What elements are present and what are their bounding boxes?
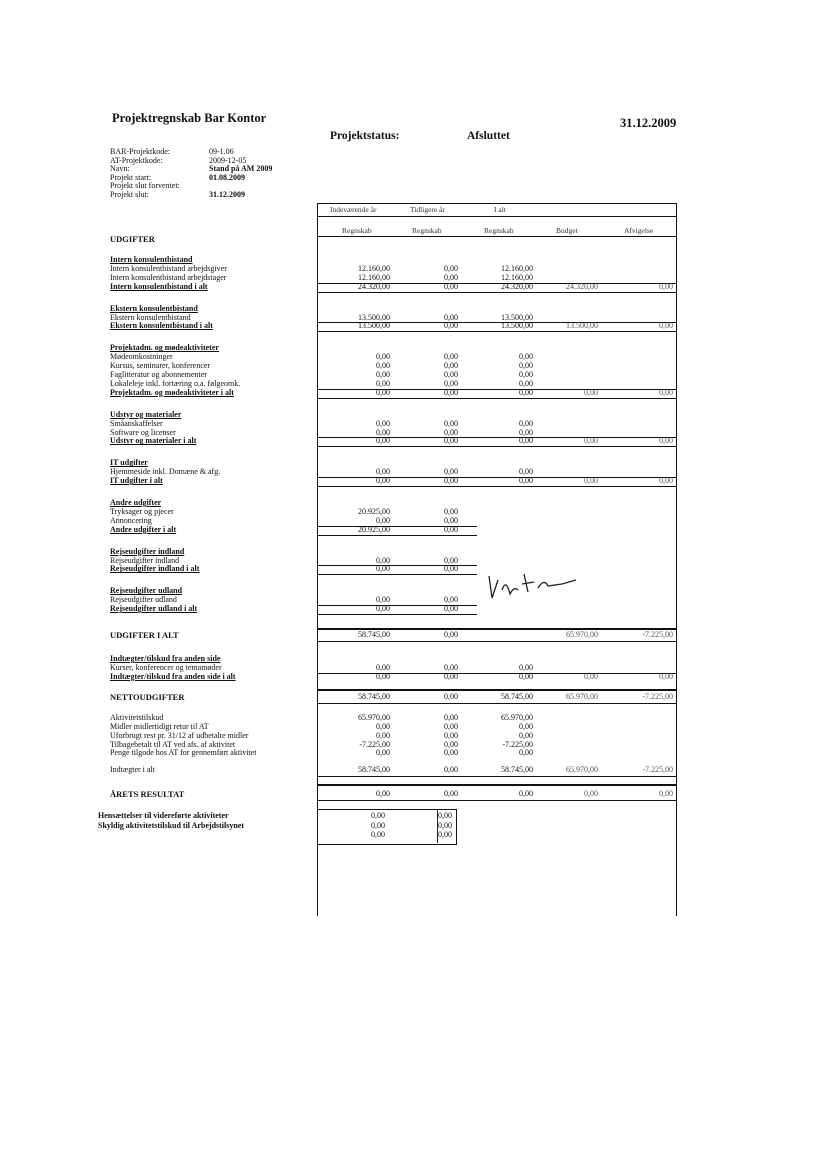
- table-row-value: 0,00: [376, 370, 390, 379]
- table-row-label: Faglitteratur og abonnementer: [110, 370, 207, 379]
- table-row-value: 12.160,00: [501, 272, 533, 282]
- table-row-value: 0,00: [376, 467, 390, 477]
- table-row-label: Software og licenser: [110, 427, 176, 437]
- table-row-value: 12.160,00: [358, 272, 390, 282]
- udgifter-total-value: 0,00: [444, 630, 458, 639]
- table-row-value: 0,00: [376, 427, 390, 437]
- section-total-value: 0,00: [376, 671, 390, 681]
- resultat-value: 0,00: [376, 789, 390, 799]
- table-row-value: 0,00: [376, 361, 390, 371]
- report-date: 31.12.2009: [620, 116, 677, 130]
- section-total-value: 0,00: [444, 671, 458, 681]
- aktivitet-row-value: -7.225,00: [359, 739, 390, 749]
- udgifter-total-label: UDGIFTER I ALT: [110, 630, 179, 640]
- resultat-rule: [317, 784, 676, 786]
- table-row-value: 0,00: [519, 361, 533, 371]
- section-total-label: Ekstern konsulentbistand i alt: [110, 321, 213, 331]
- status-label: Projektstatus:: [330, 130, 400, 142]
- header-rule: [317, 216, 676, 217]
- section-total-value: 0,00: [444, 476, 458, 486]
- bottom-row-value: 0,00: [438, 820, 452, 830]
- table-row-value: 12.160,00: [358, 263, 390, 273]
- total-rule-bottom: [317, 614, 477, 615]
- section-total-value: 0,00: [376, 436, 390, 446]
- section-heading: Projektadm. og mødeaktiviteter: [110, 343, 219, 353]
- signature-mark: [484, 568, 584, 608]
- status-value: Afsluttet: [467, 130, 510, 142]
- bottom-row-value: 0,00: [438, 830, 452, 840]
- table-row-value: 0,00: [444, 418, 458, 428]
- section-heading: Rejseudgifter indland: [110, 546, 185, 556]
- netto-value: -7.225,00: [642, 691, 673, 701]
- resultat-value: 0,00: [584, 789, 598, 799]
- table-row-label: Tryksager og pjecer: [110, 506, 174, 516]
- table-row-value: 0,00: [444, 662, 458, 672]
- netto-value: 0,00: [444, 691, 458, 701]
- total-rule-bottom: [317, 446, 676, 447]
- meta-value: 09-1.06: [209, 147, 234, 156]
- aktivitet-row-value: 65.970,00: [501, 712, 533, 722]
- section-total-value: 0,00: [519, 671, 533, 681]
- section-total-value: 0,00: [659, 671, 673, 681]
- col-bottom-2: Regnskab: [412, 226, 442, 235]
- udgifter-total-value: 58.745,00: [358, 630, 390, 639]
- section-heading: IT udgifter: [110, 458, 148, 468]
- bottom-row-value: 0,00: [371, 811, 385, 821]
- section-total-value: 0,00: [659, 436, 673, 446]
- table-row-label: Småanskaffelser: [110, 418, 163, 428]
- table-row-value: 0,00: [376, 662, 390, 672]
- udgifter-total-value: -7.225,00: [642, 630, 673, 639]
- col-top-3: I alt: [494, 205, 506, 214]
- section-total-value: 0,00: [519, 387, 533, 397]
- total-rule-bottom: [317, 398, 676, 399]
- indtaegter-total-value: 58.745,00: [358, 765, 390, 775]
- netto-value: 58.745,00: [501, 691, 533, 701]
- table-row-label: Intern konsulentbistand arbejdsgiver: [110, 263, 227, 273]
- table-row-value: 0,00: [444, 555, 458, 565]
- section-total-value: 0,00: [584, 436, 598, 446]
- udgifter-heading: UDGIFTER: [110, 234, 155, 244]
- section-total-label: Projektadm. og mødeaktiviteter i alt: [110, 387, 234, 397]
- aktivitet-row-value: 65.970,00: [358, 712, 390, 722]
- section-total-value: 0,00: [519, 476, 533, 486]
- indtaegter-total-label: Indtægter i alt: [110, 765, 155, 775]
- total-rule-bottom: [317, 574, 477, 575]
- section-total-label: Rejseudgifter indland i alt: [110, 564, 200, 574]
- table-row-value: 13.500,00: [358, 312, 390, 322]
- meta-value: 2009-12-05: [209, 155, 247, 165]
- section-total-value: 0,00: [659, 321, 673, 331]
- table-row-label: Annoncering: [110, 515, 152, 525]
- section-total-value: 0,00: [659, 387, 673, 397]
- table-row-value: 0,00: [376, 378, 390, 388]
- table-row-value: 0,00: [444, 506, 458, 516]
- table-row-label: Kurser, konferencer og temamøder: [110, 662, 222, 672]
- table-row-value: 0,00: [376, 352, 390, 362]
- table-row-value: 0,00: [519, 370, 533, 379]
- aktivitet-row-label: Aktivitetstilskud: [110, 712, 164, 722]
- meta-label: BAR-Projektkode:: [110, 147, 170, 156]
- resultat-rule-bottom: [317, 800, 676, 801]
- col-bottom-5: Afvigelse: [624, 226, 654, 235]
- section-total-value: 0,00: [444, 436, 458, 446]
- meta-value: 01.08.2009: [209, 172, 245, 182]
- aktivitet-row-value: 0,00: [376, 730, 390, 740]
- table-row-value: 0,00: [444, 263, 458, 273]
- table-row-value: 0,00: [519, 378, 533, 388]
- resultat-value: 0,00: [659, 789, 673, 799]
- section-total-value: 0,00: [444, 281, 458, 291]
- indtaegter-total-value: 65.970,00: [566, 765, 598, 775]
- section-heading: Indtægter/tilskud fra anden side: [110, 654, 221, 663]
- table-row-value: 0,00: [376, 595, 390, 605]
- aktivitet-row-value: 0,00: [519, 721, 533, 731]
- table-row-value: 0,00: [519, 352, 533, 362]
- aktivitet-row-value: 0,00: [444, 739, 458, 749]
- aktivitet-row-value: 0,00: [376, 748, 390, 758]
- table-row-label: Lokaleleje inkl. fortæring o.a. følgeomk.: [110, 378, 241, 388]
- section-total-label: IT udgifter i alt: [110, 476, 163, 486]
- aktivitet-row-value: -7.225,00: [502, 739, 533, 749]
- aktivitet-row-value: 0,00: [444, 748, 458, 758]
- section-total-label: Andre udgifter i alt: [110, 524, 177, 534]
- section-total-value: 24.320,00: [358, 281, 390, 291]
- section-total-value: 0,00: [376, 387, 390, 397]
- resultat-label: ÅRETS RESULTAT: [110, 789, 185, 800]
- meta-label: Projekt start:: [110, 172, 152, 182]
- indtaegter-total-value: 0,00: [444, 765, 458, 775]
- bottom-row-label: Hensættelser til videreførte aktiviteter: [98, 811, 229, 821]
- table-row-label: Intern konsulentbistand arbejdstager: [110, 272, 227, 282]
- bottom-row-label: Skyldig aktivitetstilskud til Arbejdstilsynet: [98, 820, 245, 830]
- table-row-value: 0,00: [519, 427, 533, 437]
- table-row-value: 0,00: [444, 595, 458, 605]
- aktivitet-row-label: Tilbagebetalt til AT ved afs. af aktivitet: [110, 739, 236, 749]
- total-rule-bottom: [317, 486, 676, 487]
- section-heading: Udstyr og materialer: [110, 409, 182, 419]
- meta-label: Navn:: [110, 164, 130, 174]
- header-rule-2: [317, 236, 676, 237]
- bottom-row-value: 0,00: [371, 830, 385, 840]
- meta-label: AT-Projektkode:: [110, 155, 163, 165]
- resultat-value: 0,00: [519, 789, 533, 799]
- section-heading: Andre udgifter: [110, 498, 162, 507]
- meta-value: 31.12.2009: [209, 190, 245, 199]
- table-row-label: Mødeomkostninger: [110, 352, 173, 362]
- table-row-value: 0,00: [444, 378, 458, 388]
- resultat-value: 0,00: [444, 789, 458, 799]
- section-total-label: Indtægter/tilskud fra anden side i alt: [110, 671, 236, 681]
- table-row-value: 0,00: [376, 515, 390, 525]
- section-total-value: 0,00: [444, 604, 458, 614]
- col-bottom-4: Budget: [556, 226, 578, 235]
- table-row-label: Rejseudgifter indland: [110, 555, 180, 565]
- section-heading: Intern konsulentbistand: [110, 255, 193, 264]
- total-rule-bottom: [317, 331, 676, 332]
- udgifter-total-value: 65.970,00: [566, 630, 598, 639]
- aktivitet-row-value: 0,00: [444, 712, 458, 722]
- meta-label: Projekt slut forventet:: [110, 181, 180, 191]
- bottom-row-value: 0,00: [438, 811, 452, 821]
- section-total-value: 0,00: [519, 436, 533, 446]
- netto-label: NETTOUDGIFTER: [110, 691, 185, 702]
- aktivitet-row-value: 0,00: [444, 730, 458, 740]
- table-row-value: 0,00: [376, 555, 390, 565]
- col-bottom-1: Regnskab: [342, 226, 372, 235]
- table-row-label: Ekstern konsulentbistand: [110, 312, 191, 322]
- table-row-value: 0,00: [519, 467, 533, 477]
- total-rule-bottom: [317, 292, 676, 293]
- section-total-value: 0,00: [376, 564, 390, 574]
- col-bottom-3: Regnskab: [484, 226, 514, 235]
- section-heading: Ekstern konsulentbistand: [110, 303, 198, 313]
- section-total-value: 20.925,00: [358, 524, 390, 534]
- section-total-label: Rejseudgifter udland i alt: [110, 604, 198, 614]
- table-row-value: 0,00: [444, 427, 458, 437]
- netto-value: 65.970,00: [566, 691, 598, 701]
- indtaegter-total-value: 58.745,00: [501, 765, 533, 775]
- udgifter-total-rule-bottom: [317, 641, 676, 642]
- aktivitet-row-value: 0,00: [376, 721, 390, 731]
- table-row-value: 0,00: [444, 467, 458, 477]
- page-title: Projektregnskab Bar Kontor: [112, 111, 267, 125]
- table-row-value: 20.925,00: [358, 506, 390, 516]
- section-total-value: 0,00: [376, 476, 390, 486]
- section-total-value: 0,00: [444, 524, 458, 534]
- aktivitet-row-label: Midler midlertidigt retur til AT: [110, 721, 209, 731]
- netto-rule: [317, 689, 676, 691]
- section-total-value: 24.320,00: [566, 281, 598, 291]
- table-row-label: Hjemmeside inkl. Domæne & afg.: [110, 467, 221, 477]
- section-total-label: Intern konsulentbistand i alt: [110, 281, 208, 291]
- section-total-value: 13.500,00: [358, 321, 390, 331]
- aktivitet-row-label: Penge tilgode hos AT for gennemført aktivitet: [110, 748, 257, 758]
- table-row-value: 0,00: [444, 515, 458, 525]
- col-top-1: Indeværende år: [330, 205, 377, 214]
- table-row-value: 13.500,00: [501, 312, 533, 322]
- aktivitet-row-value: 0,00: [519, 748, 533, 758]
- total-rule-bottom: [317, 535, 477, 536]
- section-total-value: 13.500,00: [566, 321, 598, 331]
- section-total-value: 13.500,00: [501, 321, 533, 331]
- netto-rule-bottom: [317, 703, 676, 704]
- section-total-value: 0,00: [584, 387, 598, 397]
- table-row-value: 12.160,00: [501, 263, 533, 273]
- table-row-value: 0,00: [519, 662, 533, 672]
- section-total-value: 0,00: [444, 564, 458, 574]
- table-row-value: 0,00: [444, 312, 458, 322]
- section-total-value: 0,00: [584, 476, 598, 486]
- section-total-value: 24.320,00: [501, 281, 533, 291]
- table-row-value: 0,00: [519, 418, 533, 428]
- bottom-row-value: 0,00: [371, 820, 385, 830]
- table-row-value: 0,00: [444, 370, 458, 379]
- section-total-value: 0,00: [444, 321, 458, 331]
- section-heading: Rejseudgifter udland: [110, 586, 183, 596]
- table-row-value: 0,00: [444, 361, 458, 371]
- section-total-value: 0,00: [376, 604, 390, 614]
- aktivitet-row-value: 0,00: [444, 721, 458, 731]
- table-row-value: 0,00: [376, 418, 390, 428]
- section-total-value: 0,00: [584, 671, 598, 681]
- indtaegter-total-value: -7.225,00: [642, 765, 673, 775]
- aktivitet-row-value: 0,00: [519, 730, 533, 740]
- indtaegter-rule: [317, 776, 676, 777]
- col-top-2: Tidligere år: [410, 205, 445, 214]
- table-row-value: 0,00: [444, 272, 458, 282]
- table-row-value: 0,00: [444, 352, 458, 362]
- table-row-label: Kursus, seminarer, konferencer: [110, 361, 211, 371]
- meta-label: Projekt slut:: [110, 190, 149, 199]
- section-total-value: 0,00: [444, 387, 458, 397]
- section-total-value: 0,00: [659, 476, 673, 486]
- section-total-label: Udstyr og materialer i alt: [110, 436, 197, 446]
- table-row-label: Rejseudgifter udland: [110, 595, 177, 605]
- section-total-value: 0,00: [659, 281, 673, 291]
- aktivitet-row-label: Uforbrugt rest pr. 31/12 af udbetalte midler: [110, 730, 249, 740]
- meta-value: Stand på AM 2009: [209, 164, 273, 174]
- netto-value: 58.745,00: [358, 691, 390, 701]
